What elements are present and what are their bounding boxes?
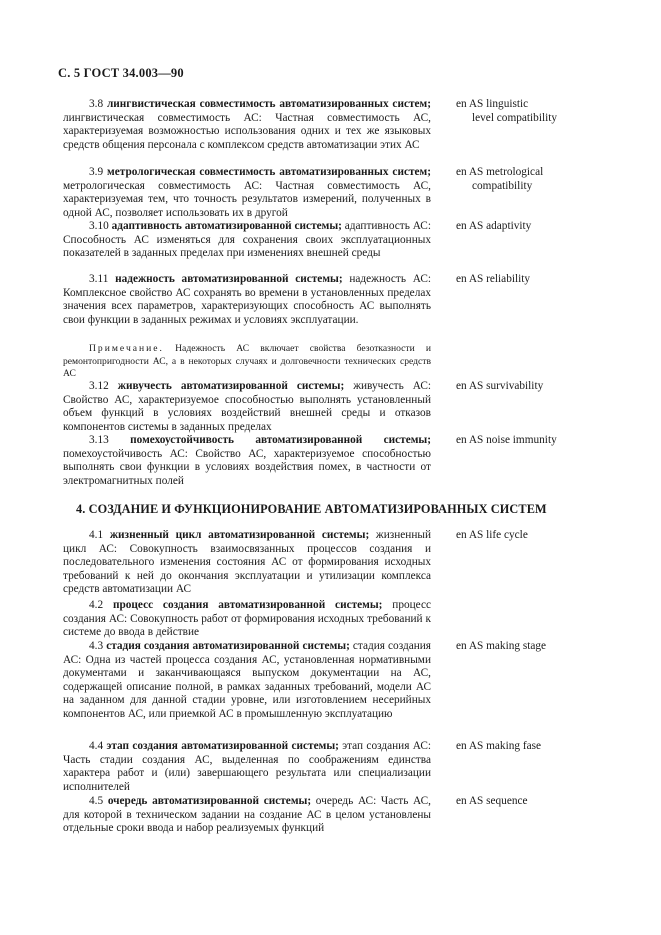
term-entry-3-10: 3.10 адаптивность автоматизированной системы; адаптивность АС: Способность АС изменяться для сохранения своих эксплуатационных показателей в заданных пределах при изменениях внешней среды <box>63 220 431 260</box>
term-name: лингвистическая совместимость автоматизированных систем; <box>106 98 431 110</box>
note-text: Надежность АС включает свойства безотказности и ремонтопригодности АС, а в некоторых случаях и долговечности технических средств АС <box>63 343 431 379</box>
term-entry-4-3: 4.3 стадия создания автоматизированной системы; стадия создания АС: Одна из частей процесса создания АС, установленная нормативными документами и заканчивающаяся выпуском документации на АС, содержащей описание полной, в рамках заданных требований, модели АС на заданном для данной стадии уровне, или изготовлением несерийных компонентов АС, или приемкой АС в промышленную эксплуатацию <box>63 640 432 720</box>
term-entry-3-9: 3.9 метрологическая совместимость автоматизированных систем; метрологическая совместимость АС: Частная совместимость АС, характеризуемая тем, что точность результатов измерений, полученных в одной АС, позволяет использовать их в другой <box>63 166 431 219</box>
english-equivalent-4-4: en AS making fase <box>456 740 542 752</box>
english-equivalent-3-9: en AS metrological compatibility <box>456 166 544 192</box>
english-equivalent-3-10: en AS adaptivity <box>456 220 532 232</box>
term-entry-4-4: 4.4 этап создания автоматизированной системы; этап создания АС: Часть стадии создания АС, выделенная по соображениям единства характера работ и (или) завершающего результата или специализации исполнителей <box>63 740 432 793</box>
term-entry-4-2: 4.2 процесс создания автоматизированной системы; процесс создания АС: Совокупность работ от формирования исходных требований к системе до ввода в действие <box>63 599 431 639</box>
term-entry-3-12: 3.12 живучесть автоматизированной системы; живучесть АС: Свойство АС, характеризуемое способностью выполнять установленный объем функций в условиях воздействий внешней среды и отказов компонентов системы в заданных пределах <box>63 380 431 433</box>
note-label: Примечание. <box>89 343 164 354</box>
english-equivalent-3-11: en AS reliability <box>456 273 531 285</box>
page-header: С. 5 ГОСТ 34.003—90 <box>58 66 184 80</box>
english-equivalent-3-12: en AS survivability <box>456 380 544 392</box>
english-equivalent-4-3: en AS making stage <box>456 640 547 652</box>
english-equivalent-4-5: en AS sequence <box>456 795 528 807</box>
english-equivalent-3-8: en AS linguistic level compatibility <box>456 98 558 124</box>
term-entry-3-8 <box>63 98 431 152</box>
term-entry-3-13: 3.13 помехоустойчивость автоматизированной системы; помехоустойчивость АС: Свойство АС, характеризуемое способностью выполнять свои функции в условиях воздействия помех, в частности от электромагнитных полей <box>63 434 431 487</box>
term-number: 3.8 <box>89 98 104 110</box>
term-entry-3-11: 3.11 надежность автоматизированной системы; надежность АС: Комплексное свойство АС сохранять во времени в установленных пределах значения всех параметров, характеризующих способность АС выполнять свои функции в заданных режимах и условиях эксплуатации. <box>63 273 432 326</box>
section-title: 4. СОЗДАНИЕ И ФУНКЦИОНИРОВАНИЕ АВТОМАТИЗИРОВАННЫХ СИСТЕМ <box>76 502 547 516</box>
english-equivalent-4-1: en AS life cycle <box>456 529 528 541</box>
term-entry-4-1: 4.1 жизненный цикл автоматизированной системы; жизненный цикл АС: Совокупность взаимосвязанных процессов создания и последовательного изменения состояния АС от формирования исходных требований к ней до окончания эксплуатации и утилизации комплекса средств автоматизации АС <box>63 529 432 596</box>
english-equivalent-3-13: en AS noise immunity <box>456 434 557 446</box>
term-entry-4-5: 4.5 очередь автоматизированной системы; очередь АС: Часть АС, для которой в техническом задании на создание АС в целом установлены отдельные сроки ввода и набор реализуемых функций <box>63 795 432 835</box>
term-definition: лингвистическая совместимость АС: Частная совместимость АС, характеризуемая возможностью использования одних и тех же языковых средств общения персонала с комплексом средств автоматизации этих АС <box>63 111 431 151</box>
note-block <box>63 343 431 381</box>
